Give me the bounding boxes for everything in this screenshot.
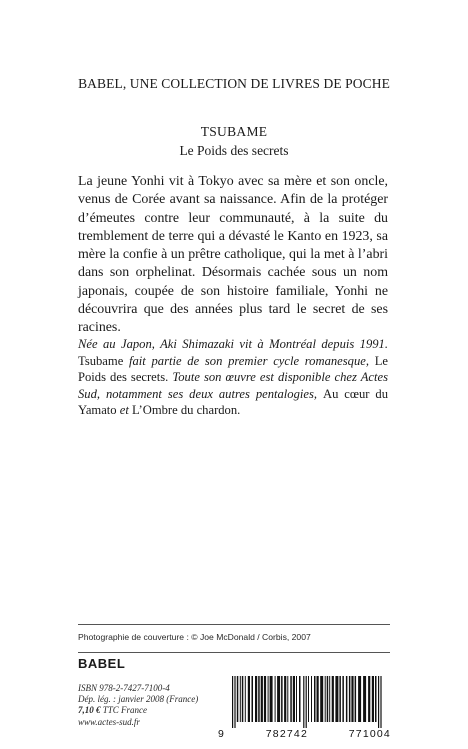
bio-title-cycle: Le Poids des secrets. bbox=[78, 353, 388, 385]
barcode-bar bbox=[317, 676, 319, 722]
barcode-bars bbox=[218, 676, 391, 728]
bio-conjunction: et bbox=[116, 403, 132, 418]
barcode-bar bbox=[363, 676, 366, 722]
barcode-bar bbox=[349, 676, 351, 722]
barcode-bar bbox=[372, 676, 374, 722]
barcode-bar bbox=[329, 676, 330, 722]
bio-title-yamato: Au cœur du Yamato bbox=[78, 386, 388, 418]
bio-title-chardon: L’Ombre du chardon. bbox=[132, 403, 241, 418]
barcode-bar bbox=[325, 676, 326, 722]
barcode-bar bbox=[284, 676, 286, 722]
barcode-right-digits: 771004 bbox=[348, 728, 391, 740]
barcode-bar bbox=[327, 676, 329, 722]
barcode-bar bbox=[346, 676, 348, 722]
barcode-bar bbox=[237, 676, 239, 722]
author-bio bbox=[78, 336, 388, 419]
barcode-bar bbox=[258, 676, 260, 722]
barcode-bar bbox=[264, 676, 266, 722]
barcode-bar bbox=[287, 676, 288, 722]
photo-credit: Photographie de couverture : © Joe McDonald / Corbis, 2007 bbox=[78, 632, 311, 642]
book-summary: La jeune Yonhi vit à Tokyo avec sa mère et son oncle, venus de Corée avant sa naissance. Afin de la protéger d’émeutes contre leur communauté, à la suite du tremblement de terre qui a dévasté le Kanto en 1923, sa mère la confie à un prêtre catholique, qui la met à l’abri dans son orphelinat. Désormais cachée sous un nom japonais, coupée de son histoire familiale, Yonhi ne découvrira que des années plus tard le secret de ses racines. bbox=[78, 174, 388, 336]
barcode-bar bbox=[252, 676, 254, 722]
barcode-bar bbox=[335, 676, 338, 722]
legal-deposit: Dép. lég. : janvier 2008 (France) bbox=[78, 694, 199, 705]
barcode-bar bbox=[306, 676, 307, 728]
barcode-bar bbox=[355, 676, 357, 722]
barcode-bar bbox=[303, 676, 304, 728]
barcode-bar bbox=[332, 676, 334, 722]
barcode-bar bbox=[293, 676, 295, 722]
barcode-bar bbox=[380, 676, 381, 728]
barcode-bar bbox=[299, 676, 301, 722]
barcode-bar bbox=[368, 676, 370, 722]
barcode bbox=[218, 676, 391, 740]
barcode-bar bbox=[342, 676, 344, 722]
barcode-bar bbox=[351, 676, 353, 722]
barcode-bar bbox=[378, 676, 379, 728]
barcode-bar bbox=[245, 676, 246, 722]
barcode-bar bbox=[375, 676, 377, 722]
book-subtitle: Le Poids des secrets bbox=[179, 143, 289, 158]
barcode-bar bbox=[290, 676, 292, 722]
barcode-digits bbox=[218, 728, 391, 740]
barcode-bar bbox=[277, 676, 280, 722]
bio-title-tsubame: Tsubame bbox=[78, 353, 124, 368]
bottom-divider bbox=[78, 652, 390, 653]
barcode-lead-digit: 9 bbox=[218, 728, 226, 740]
bio-sentence-1: Née au Japon, Aki Shimazaki vit à Montréal depuis 1991. bbox=[78, 337, 388, 351]
barcode-bar bbox=[234, 676, 235, 728]
barcode-bar bbox=[240, 676, 241, 722]
title-block bbox=[0, 124, 468, 159]
barcode-bar bbox=[248, 676, 250, 722]
barcode-bar bbox=[296, 676, 297, 722]
barcode-bar bbox=[339, 676, 341, 722]
website: www.actes-sud.fr bbox=[78, 716, 140, 727]
barcode-bar bbox=[232, 676, 233, 728]
publication-meta bbox=[78, 683, 198, 728]
bio-sentence-3: Toute son œuvre est disponible chez Actes Sud, notamment ses deux autres pentalogies, bbox=[78, 370, 388, 401]
barcode-bar bbox=[275, 676, 276, 722]
barcode-bar bbox=[242, 676, 244, 722]
barcode-bar bbox=[270, 676, 273, 722]
top-divider bbox=[78, 624, 390, 625]
book-title: TSUBAME bbox=[200, 124, 268, 139]
barcode-bar bbox=[358, 676, 361, 722]
isbn: ISBN 978-2-7427-7100-4 bbox=[78, 683, 170, 693]
barcode-bar bbox=[261, 676, 263, 722]
barcode-bar bbox=[281, 676, 283, 722]
bio-sentence-2: fait partie de son premier cycle romanesque, bbox=[123, 353, 375, 368]
barcode-left-digits: 782742 bbox=[265, 728, 309, 740]
barcode-bar bbox=[311, 676, 312, 722]
price bbox=[78, 705, 198, 716]
barcode-bar bbox=[314, 676, 316, 722]
collection-heading: BABEL, UNE COLLECTION DE LIVRES DE POCHE bbox=[78, 76, 390, 91]
barcode-bar bbox=[255, 676, 257, 722]
price-suffix: TTC France bbox=[100, 705, 148, 716]
barcode-bar bbox=[320, 676, 323, 722]
price-value: 7,10 € bbox=[78, 705, 101, 716]
publisher-logo: BABEL bbox=[78, 656, 126, 671]
barcode-bar bbox=[308, 676, 309, 722]
barcode-bar bbox=[268, 676, 269, 722]
